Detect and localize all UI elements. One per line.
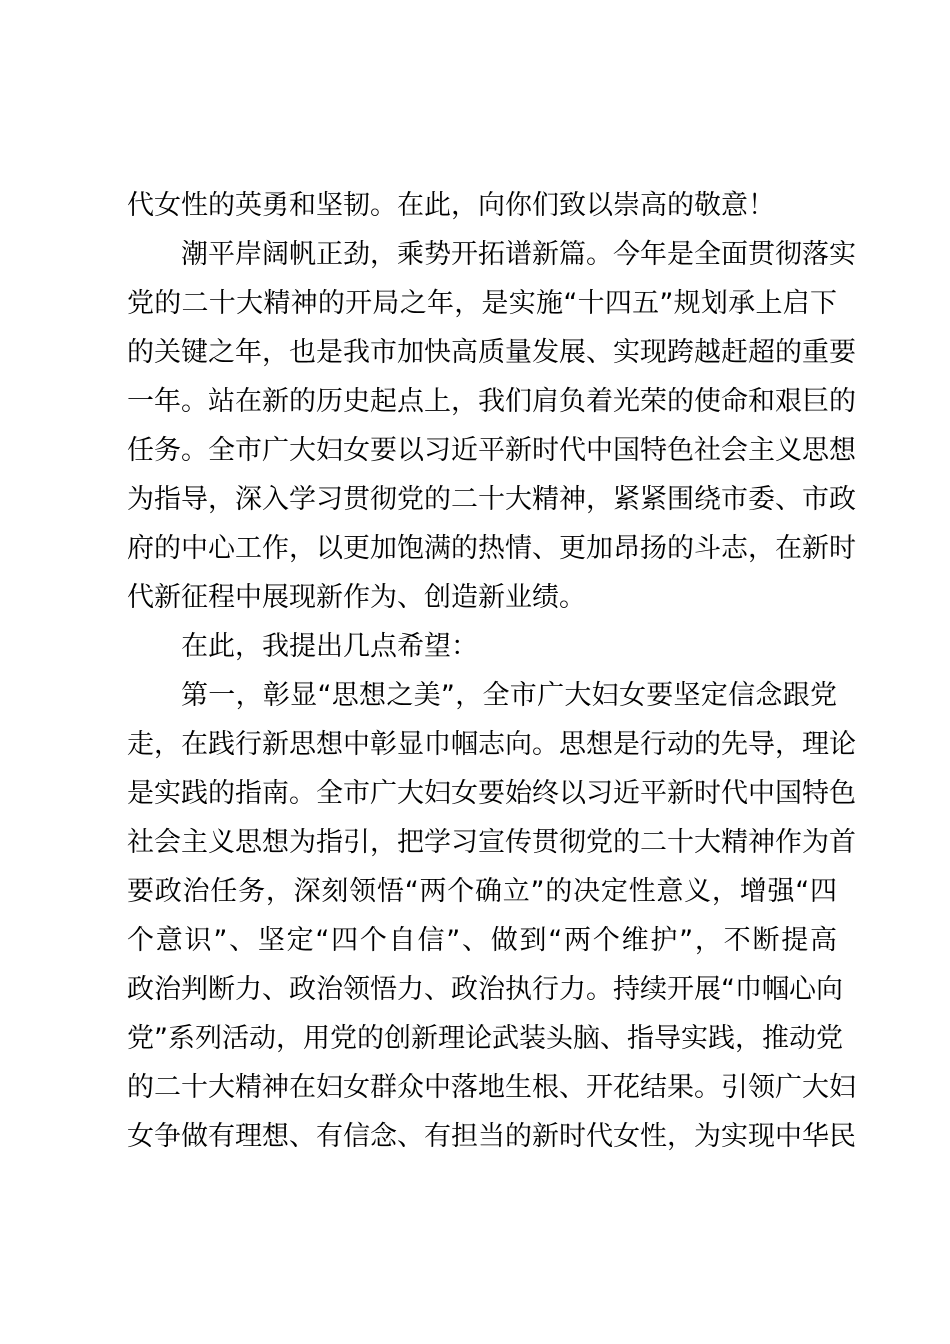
text-line: 代女性的英勇和坚韧。在此，向你们致以崇高的敬意！ (127, 190, 775, 221)
text-line: 社会主义思想为指引，把学习宣传贯彻党的二十大精神作为首 (127, 827, 856, 858)
paragraph-first-line: 第一，彰显“思想之美”，全市广大妇女要坚定信念跟党 (181, 680, 837, 711)
text-line: 是实践的指南。全市广大妇女要始终以习近平新时代中国特色 (127, 778, 856, 809)
text-line: 女争做有理想、有信念、有担当的新时代女性，为实现中华民 (127, 1121, 856, 1152)
text-line: 个意识”、坚定“四个自信”、做到“两个维护”，不断提高 (127, 925, 837, 956)
paragraph-first-line: 潮平岸阔帆正劲，乘势开拓谱新篇。今年是全面贯彻落实 (181, 239, 856, 270)
text-line: 政治判断力、政治领悟力、政治执行力。持续开展“巾帼心向 (127, 974, 843, 1005)
text-line: 走，在践行新思想中彰显巾帼志向。思想是行动的先导，理论 (127, 729, 856, 760)
text-line: 的二十大精神在妇女群众中落地生根、开花结果。引领广大妇 (127, 1072, 856, 1103)
text-line: 党的二十大精神的开局之年，是实施“十四五”规划承上启下 (127, 288, 837, 319)
text-line: 府的中心工作，以更加饱满的热情、更加昂扬的斗志，在新时 (127, 533, 856, 564)
paragraph-first-line: 在此，我提出几点希望： (181, 631, 478, 662)
text-line: 为指导，深入学习贯彻党的二十大精神，紧紧围绕市委、市政 (127, 484, 856, 515)
text-line: 党”系列活动，用党的创新理论武装头脑、指导实践，推动党 (127, 1023, 843, 1054)
text-line: 代新征程中展现新作为、创造新业绩。 (127, 582, 586, 613)
text-line: 的关键之年，也是我市加快高质量发展、实现跨越赶超的重要 (127, 337, 856, 368)
text-line: 任务。全市广大妇女要以习近平新时代中国特色社会主义思想 (127, 435, 856, 466)
text-line: 要政治任务，深刻领悟“两个确立”的决定性意义，增强“四 (127, 876, 837, 907)
text-line: 一年。站在新的历史起点上，我们肩负着光荣的使命和艰巨的 (127, 386, 856, 417)
body-text (127, 181, 856, 1161)
